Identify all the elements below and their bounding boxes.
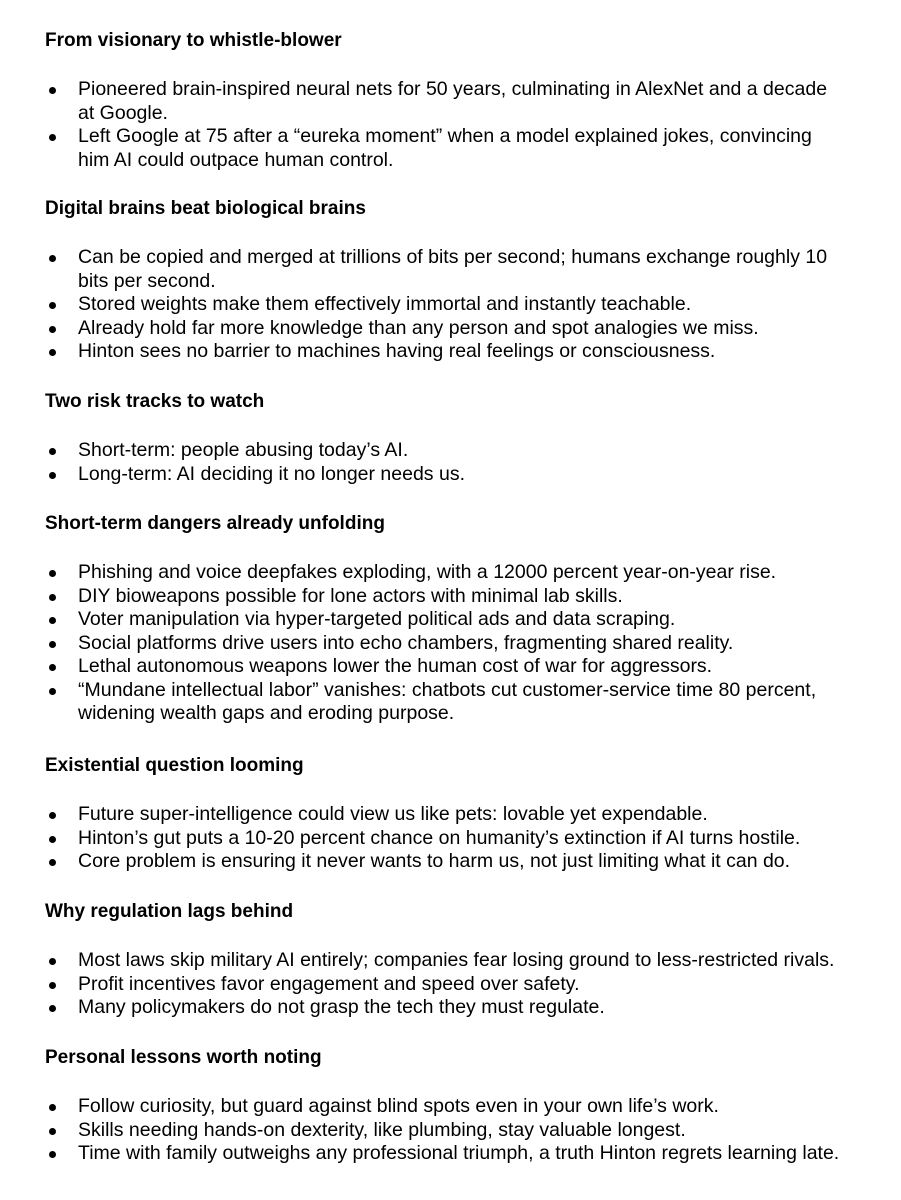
bullet-item bbox=[0, 125, 901, 172]
bullet-dot-icon bbox=[49, 1104, 56, 1111]
bullet-text-line: Time with family outweighs any professional triumph, a truth Hinton regrets learning late. bbox=[78, 1142, 840, 1164]
bullet-item bbox=[0, 246, 901, 293]
bullet-dot-icon bbox=[49, 448, 56, 455]
bullet-text-line: Pioneered brain-inspired neural nets for 50 years, culminating in AlexNet and a decade bbox=[78, 78, 828, 100]
bullet-text-line: Left Google at 75 after a “eureka moment” when a model explained jokes, convincing bbox=[78, 125, 812, 147]
bullet-text-line: Long-term: AI deciding it no longer needs us. bbox=[78, 462, 465, 485]
bullet-text-line: Lethal autonomous weapons lower the human cost of war for aggressors. bbox=[78, 655, 713, 677]
section-heading: Existential question looming bbox=[45, 755, 304, 776]
bullet-dot-icon bbox=[49, 688, 56, 695]
bullet-item bbox=[0, 827, 901, 851]
section-heading: From visionary to whistle-blower bbox=[45, 30, 342, 51]
bullet-text-line: Short-term: people abusing today’s AI. bbox=[78, 439, 409, 461]
bullet-text-line: Hinton sees no barrier to machines having real feelings or consciousness. bbox=[78, 340, 716, 362]
bullet-text-line: bits per second. bbox=[78, 269, 216, 292]
bullet-text-line: Core problem is ensuring it never wants to harm us, not just limiting what it can do. bbox=[78, 850, 791, 872]
bullet-text-line: at Google. bbox=[78, 101, 168, 124]
bullet-item bbox=[0, 1095, 901, 1119]
bullet-item bbox=[0, 632, 901, 656]
section-heading: Short-term dangers already unfolding bbox=[45, 513, 385, 534]
bullet-dot-icon bbox=[49, 302, 56, 309]
bullet-text-line: him AI could outpace human control. bbox=[78, 148, 394, 171]
bullet-dot-icon bbox=[49, 134, 56, 141]
bullet-dot-icon bbox=[49, 1128, 56, 1135]
bullet-list bbox=[0, 246, 901, 364]
section-heading: Why regulation lags behind bbox=[45, 901, 294, 922]
bullet-dot-icon bbox=[49, 594, 56, 601]
bullet-dot-icon bbox=[49, 570, 56, 577]
bullet-text-line: widening wealth gaps and eroding purpose. bbox=[78, 702, 455, 724]
bullet-text-line: Social platforms drive users into echo chambers, fragmenting shared reality. bbox=[78, 631, 734, 654]
bullet-item bbox=[0, 655, 901, 679]
bullet-list bbox=[0, 561, 901, 726]
bullet-dot-icon bbox=[49, 836, 56, 843]
bullet-item bbox=[0, 679, 901, 726]
bullet-item bbox=[0, 608, 901, 632]
bullet-text-line: Voter manipulation via hyper-targeted political ads and data scraping. bbox=[78, 608, 676, 630]
bullet-dot-icon bbox=[49, 255, 56, 262]
bullet-list bbox=[0, 949, 901, 1020]
bullet-text-line: Profit incentives favor engagement and speed over safety. bbox=[78, 972, 580, 995]
bullet-dot-icon bbox=[49, 1005, 56, 1012]
bullet-list bbox=[0, 1095, 901, 1166]
bullet-text-line: Can be copied and merged at trillions of bits per second; humans exchange roughly 10 bbox=[78, 246, 828, 268]
bullet-text-line: Many policymakers do not grasp the tech they must regulate. bbox=[78, 996, 605, 1018]
bullet-item bbox=[0, 439, 901, 463]
bullet-list bbox=[0, 803, 901, 874]
section-heading: Personal lessons worth noting bbox=[45, 1047, 322, 1068]
bullet-item bbox=[0, 1119, 901, 1143]
bullet-dot-icon bbox=[49, 664, 56, 671]
bullet-text-line: DIY bioweapons possible for lone actors with minimal lab skills. bbox=[78, 584, 623, 607]
bullet-dot-icon bbox=[49, 641, 56, 648]
bullet-item bbox=[0, 561, 901, 585]
bullet-text-line: Hinton’s gut puts a 10-20 percent chance on humanity’s extinction if AI turns hostile. bbox=[78, 826, 801, 849]
bullet-item bbox=[0, 949, 901, 973]
bullet-text-line: Stored weights make them effectively immortal and instantly teachable. bbox=[78, 293, 692, 315]
section-heading: Two risk tracks to watch bbox=[45, 391, 265, 412]
bullet-text-line: Most laws skip military AI entirely; companies fear losing ground to less-restricted rivals. bbox=[78, 949, 835, 971]
bullet-dot-icon bbox=[49, 812, 56, 819]
bullet-item bbox=[0, 340, 901, 364]
bullet-dot-icon bbox=[49, 87, 56, 94]
bullet-list bbox=[0, 78, 901, 172]
bullet-text-line: Follow curiosity, but guard against blind spots even in your own life’s work. bbox=[78, 1095, 719, 1117]
bullet-item bbox=[0, 803, 901, 827]
bullet-item bbox=[0, 463, 901, 487]
bullet-item bbox=[0, 585, 901, 609]
bullet-dot-icon bbox=[49, 1151, 56, 1158]
bullet-text-line: Phishing and voice deepfakes exploding, with a 12000 percent year-on-year rise. bbox=[78, 561, 777, 583]
bullet-dot-icon bbox=[49, 472, 56, 479]
bullet-dot-icon bbox=[49, 958, 56, 965]
bullet-text-line: Already hold far more knowledge than any person and spot analogies we miss. bbox=[78, 316, 759, 339]
bullet-dot-icon bbox=[49, 326, 56, 333]
bullet-item bbox=[0, 293, 901, 317]
bullet-item bbox=[0, 78, 901, 125]
bullet-list bbox=[0, 439, 901, 486]
bullet-text-line: Future super-intelligence could view us like pets: lovable yet expendable. bbox=[78, 803, 708, 825]
bullet-item bbox=[0, 973, 901, 997]
bullet-dot-icon bbox=[49, 859, 56, 866]
bullet-dot-icon bbox=[49, 982, 56, 989]
bullet-item bbox=[0, 317, 901, 341]
bullet-item bbox=[0, 1142, 901, 1166]
bullet-item bbox=[0, 850, 901, 874]
bullet-text-line: Skills needing hands-on dexterity, like plumbing, stay valuable longest. bbox=[78, 1118, 686, 1141]
bullet-item bbox=[0, 996, 901, 1020]
bullet-dot-icon bbox=[49, 349, 56, 356]
bullet-dot-icon bbox=[49, 617, 56, 624]
section-heading: Digital brains beat biological brains bbox=[45, 198, 366, 219]
bullet-text-line: “Mundane intellectual labor” vanishes: chatbots cut customer-service time 80 percent, bbox=[78, 678, 817, 701]
